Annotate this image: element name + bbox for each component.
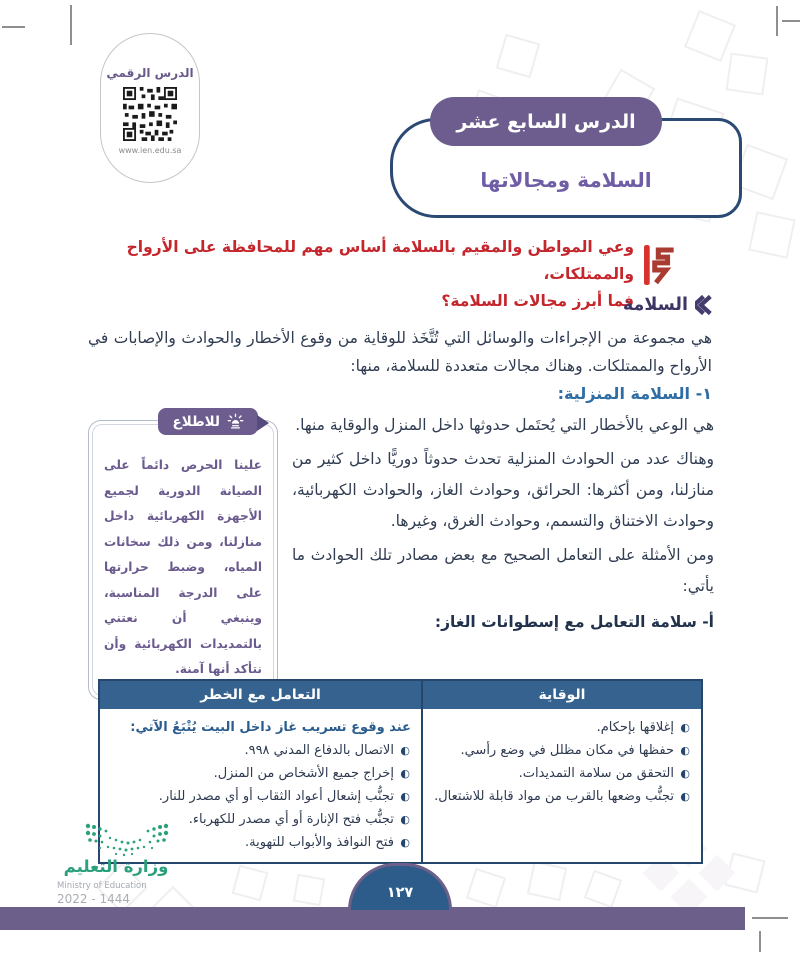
table-header-row	[100, 681, 701, 709]
crop-mark	[2, 26, 25, 28]
crop-mark	[782, 20, 800, 22]
safety-definition: هي مجموعة من الإجراءات والوسائل التي تُتَّخَذ للوقاية من وقوع الأخطار والحوادث والإصابات في الأرواح والممتلكات. وهناك مجالات متعددة للسلامة، منها:	[88, 329, 712, 375]
info-box-column	[88, 410, 278, 700]
digital-lesson-label: الدرس الرقمي	[106, 66, 194, 80]
ministry-logo-icon	[80, 820, 192, 858]
list-item: ◐ إخراج جميع الأشخاص من المنزل.	[110, 762, 411, 785]
gas-cylinders-subheading: أ- سلامة التعامل مع إسطوانات الغاز:	[434, 613, 714, 631]
question-line-1: وعي المواطن والمقيم بالسلامة أساس مهم للمحافظة على الأرواح والممتلكات،	[126, 238, 634, 283]
lamp-icon	[227, 413, 244, 430]
footer-band	[0, 907, 745, 930]
decor-diamond	[726, 53, 769, 96]
paragraph: هي الوعي بالأخطار التي يُحتَمل حدوثها داخل المنزل والوقاية منها.	[295, 416, 714, 434]
crop-mark	[70, 5, 72, 45]
home-safety-block	[88, 410, 714, 700]
list-item: ◐ فتح النوافذ والأبواب للتهوية.	[110, 831, 411, 854]
decor-diamond	[496, 34, 541, 79]
home-safety-heading: ١- السلامة المنزلية:	[557, 384, 712, 403]
crop-mark	[776, 6, 778, 36]
qr-url: www.ien.edu.sa	[118, 146, 182, 155]
digital-lesson-tab	[100, 33, 200, 183]
decor-diamond	[232, 865, 269, 902]
lesson-title: السلامة ومجالاتها	[480, 168, 652, 192]
danger-intro: عند وقوع تسريب غاز داخل البيت يُتْبَعُ الآتي:	[130, 720, 411, 735]
decor-diamond	[527, 861, 567, 901]
list-item: ◐ الاتصال بالدفاع المدني ٩٩٨.	[110, 739, 411, 762]
info-box	[88, 420, 278, 700]
decor-diamond	[466, 868, 506, 908]
list-item: ◐ حفظها في مكان مظلل في وضع رأسي.	[433, 739, 691, 762]
crop-mark	[759, 931, 761, 952]
column-header-danger: التعامل مع الخطر	[100, 681, 421, 709]
decor-diamond	[293, 874, 325, 906]
info-box-badge-label: للاطلاع	[172, 413, 220, 430]
edition-years: 2022 - 1444	[57, 892, 131, 906]
page-number-badge	[348, 863, 452, 910]
ministry-wordmark-en: Ministry of Education	[57, 881, 147, 891]
safety-section-heading	[88, 294, 712, 316]
info-box-text: علينا الحرص دائماً على الصيانة الدورية لجميع الأجهزة الكهربائية داخل منازلنا، ومن ذلك سخانات المياه، وضبط حرارتها على الدرجة المناسبة، وينبغي أن نعتني بالتمديدات الكهربائية وأن نتأكد أنها آمنة.	[92, 424, 274, 696]
crop-mark	[752, 917, 788, 919]
info-box-badge	[158, 408, 258, 435]
question-line-2: فما أبرز مجالات السلامة؟	[441, 292, 634, 310]
list-item: ◐ تجنُّب إشعال أعواد الثقاب أو أي مصدر للنار.	[110, 785, 411, 808]
paragraph: ومن الأمثلة على التعامل الصحيح مع بعض مصادر تلك الحوادث ما يأتي:	[292, 546, 714, 595]
decor-diamond	[584, 870, 622, 908]
list-item: ◐ إغلاقها بإحكام.	[433, 716, 691, 739]
lesson-number-banner	[430, 97, 662, 146]
qr-code	[123, 87, 177, 141]
double-chevron-icon	[695, 294, 712, 316]
decor-diamond	[748, 211, 795, 258]
list-item: ◐ التحقق من سلامة التمديدات.	[433, 762, 691, 785]
decor-diamond	[684, 10, 736, 62]
paragraph: وهناك عدد من الحوادث المنزلية تحدث حدوثاً دوريًّا داخل كثير من منازلنا، ومن أكثرها: الحرائق، وحوادث الغاز، والحوادث الكهربائية، وحوادث الاختناق والتسمم، وحوادث الغرق، وغيرها.	[292, 450, 714, 530]
prevention-cell	[421, 709, 701, 862]
question-icon	[644, 236, 674, 294]
safety-heading-text: السلامة	[622, 295, 688, 315]
prevention-list	[433, 716, 691, 808]
list-item: ◐ تجنُّب فتح الإنارة أو أي مصدر للكهرباء.	[110, 808, 411, 831]
page-number: ١٢٧	[386, 885, 414, 901]
lesson-number-label: الدرس السابع عشر	[456, 110, 636, 133]
column-header-prevention: الوقاية	[421, 681, 701, 709]
ministry-wordmark-ar: وزارة التعليم	[63, 857, 169, 876]
home-safety-text	[292, 410, 714, 638]
list-item: ◐ تجنُّب وضعها بالقرب من مواد قابلة للاشتعال.	[433, 785, 691, 808]
